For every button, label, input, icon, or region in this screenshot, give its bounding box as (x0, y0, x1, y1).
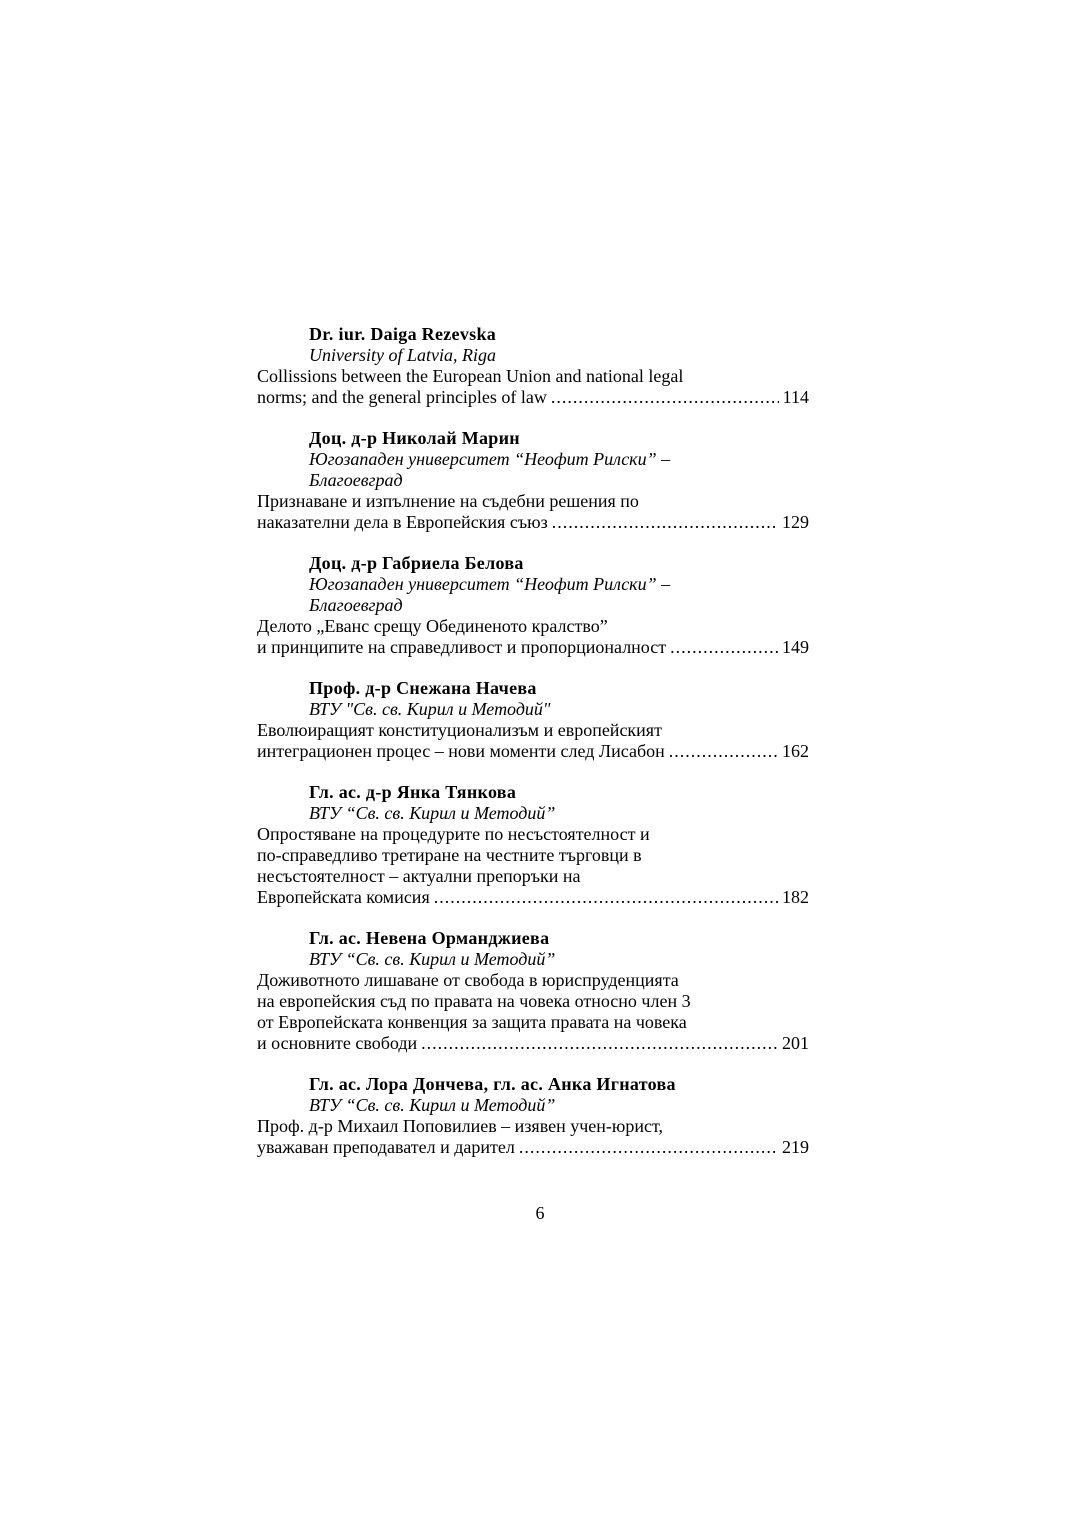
entry-affiliation: ВТУ "Св. св. Кирил и Методий" (309, 699, 551, 719)
entry-author: Гл. ас. Лора Дончева, гл. ас. Анка Игнатова (309, 1074, 676, 1094)
entry-affiliation: ВТУ “Св. св. Кирил и Методий” (309, 803, 556, 823)
entry-title-line: несъстоятелност – актуални препоръки на (257, 866, 581, 886)
dot-leader (519, 1137, 778, 1158)
entry-page-number: 162 (782, 741, 809, 761)
entry-page-number: 201 (782, 1033, 809, 1053)
toc-entry (257, 428, 809, 533)
entry-author: Гл. ас. д-р Янка Тянкова (309, 782, 517, 802)
entry-title-last-line (257, 741, 809, 762)
toc-entry (257, 553, 809, 658)
toc-entry (257, 678, 809, 762)
page-number: 6 (535, 1203, 545, 1223)
entry-title-text: уважаван преподавател и дарител (257, 1137, 515, 1157)
entry-title-text: и принципите на справедливост и пропорционалност (257, 637, 667, 657)
entry-title-line: Опростяване на процедурите по несъстоятелност и (257, 824, 650, 844)
entry-author: Dr. iur. Daiga Rezevska (309, 324, 497, 344)
entry-page-number: 182 (782, 887, 809, 907)
entry-title-last-line (257, 637, 809, 658)
entry-title-last-line (257, 512, 809, 533)
entry-author: Гл. ас. Невена Орманджиева (309, 928, 550, 948)
toc-entry (257, 1074, 809, 1158)
dot-leader (434, 887, 778, 908)
entry-title-line: Проф. д-р Михаил Поповилиев – изявен учен-юрист, (257, 1116, 663, 1136)
entry-title-line: Еволюиращият конституционализъм и европейският (257, 720, 662, 740)
entry-affiliation: University of Latvia, Riga (309, 345, 496, 365)
toc-entry (257, 324, 809, 408)
entry-page-number: 114 (782, 387, 809, 407)
dot-leader (421, 1033, 778, 1054)
entry-author: Доц. д-р Николай Марин (309, 428, 520, 448)
toc-entry (257, 928, 809, 1054)
entry-author: Доц. д-р Габриела Белова (309, 553, 524, 573)
table-of-contents (257, 324, 809, 1178)
entry-affiliation: Благоевград (309, 470, 403, 490)
entry-title-line: Доживотното лишаване от свобода в юриспруденцията (257, 970, 679, 990)
dot-leader (551, 387, 779, 408)
entry-page-number: 149 (782, 637, 809, 657)
entry-affiliation: ВТУ “Св. св. Кирил и Методий” (309, 949, 556, 969)
entry-title-last-line (257, 387, 809, 408)
entry-title-text: и основните свободи (257, 1033, 418, 1053)
entry-page-number: 219 (782, 1137, 809, 1157)
entry-author: Проф. д-р Снежана Начева (309, 678, 537, 698)
entry-title-last-line (257, 887, 809, 908)
entry-title-text: интеграционен процес – нови моменти след Лисабон (257, 741, 665, 761)
toc-entry (257, 782, 809, 908)
dot-leader (669, 741, 778, 762)
entry-title-last-line (257, 1137, 809, 1158)
entry-affiliation: Благоевград (309, 595, 403, 615)
entry-affiliation: Югозападен университет “Неофит Рилски” – (309, 449, 671, 469)
entry-page-number: 129 (782, 512, 809, 532)
entry-title-text: Европейската комисия (257, 887, 430, 907)
entry-title-text: наказателни дела в Европейския съюз (257, 512, 548, 532)
entry-title-line: Collissions between the European Union and national legal (257, 366, 684, 386)
entry-title-line: на европейския съд по правата на човека относно член 3 (257, 991, 691, 1011)
entry-title-line: Делото „Еванс срещу Обединеното кралство” (257, 616, 608, 636)
entry-title-line: от Европейската конвенция за защита правата на човека (257, 1012, 687, 1032)
entry-title-last-line (257, 1033, 809, 1054)
entry-affiliation: Югозападен университет “Неофит Рилски” – (309, 574, 671, 594)
dot-leader (670, 637, 778, 658)
entry-title-line: по-справедливо третиране на честните търговци в (257, 845, 642, 865)
entry-title-line: Признаване и изпълнение на съдебни решения по (257, 491, 639, 511)
dot-leader (552, 512, 778, 533)
entry-title-text: norms; and the general principles of law (257, 387, 547, 407)
entry-affiliation: ВТУ “Св. св. Кирил и Методий” (309, 1095, 556, 1115)
